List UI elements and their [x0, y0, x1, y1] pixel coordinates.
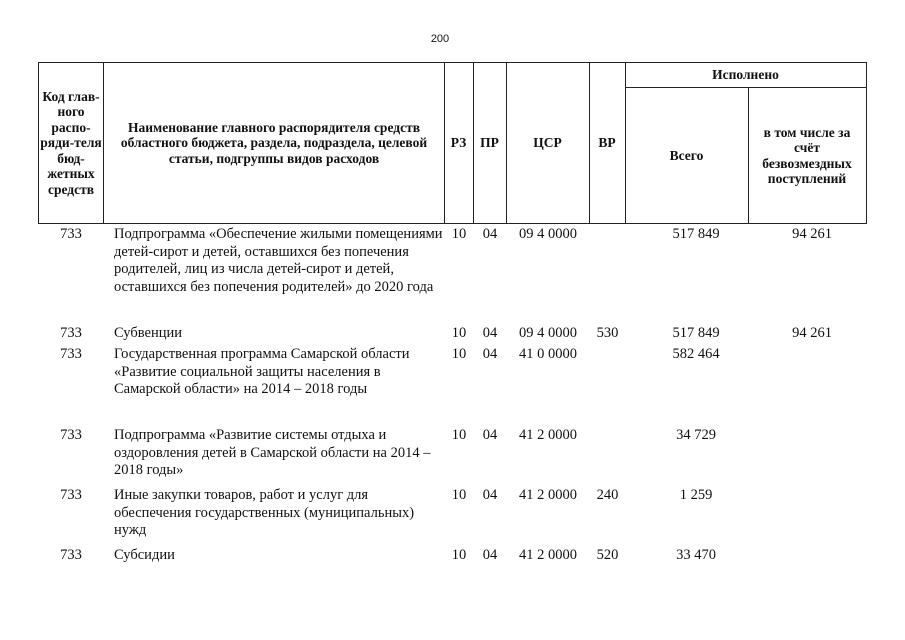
row-rz: 10: [451, 346, 467, 362]
row-name: Подпрограмма «Обеспечение жилыми помещениями детей-сирот и детей, оставшихся без попечения родителей, лиц из числа детей-сирот и детей, оставшихся без попечения родителей» до 2020 года: [114, 226, 443, 295]
row-code: 733: [60, 427, 82, 443]
row-code: 733: [60, 487, 82, 503]
col-border-total: [748, 87, 749, 224]
header-bottom-border: [38, 223, 867, 224]
row-code: 733: [60, 325, 82, 341]
row-csr: 41 2 0000: [519, 487, 577, 503]
row-pr: 04: [482, 346, 498, 362]
row-code: 733: [60, 346, 82, 362]
row-pr: 04: [482, 226, 498, 242]
row-csr: 41 2 0000: [519, 427, 577, 443]
header-rz: РЗ: [450, 135, 467, 151]
header-code: Код глав-ного распо-ряди-теля бюд-жетных средств: [40, 88, 102, 197]
header-executed: Исполнено: [712, 67, 779, 83]
row-name: Подпрограмма «Развитие системы отдыха и оздоровления детей в Самарской области на 2014 – 2018 годы»: [114, 427, 431, 478]
row-total: 34 729: [676, 427, 716, 443]
col-border-left: [38, 62, 39, 224]
row-free: 94 261: [792, 226, 832, 242]
row-vr: 530: [596, 325, 619, 341]
row-rz: 10: [451, 226, 467, 242]
header-free: в том числе за счёт безвозмездных поступлений: [762, 124, 852, 186]
row-total: 582 464: [672, 346, 720, 362]
row-pr: 04: [482, 427, 498, 443]
row-csr: 41 2 0000: [519, 547, 577, 563]
row-csr: 09 4 0000: [519, 226, 577, 242]
page-number: 200: [430, 33, 450, 45]
row-total: 33 470: [676, 547, 716, 563]
row-csr: 41 0 0000: [519, 346, 577, 362]
row-rz: 10: [451, 487, 467, 503]
header-name: Наименование главного распорядителя средств областного бюджета, раздела, подраздела, целевой статьи, подгруппы видов расходов: [120, 119, 428, 166]
row-name: Субвенции: [114, 325, 182, 341]
row-total: 517 849: [672, 226, 720, 242]
col-border-code: [103, 62, 104, 224]
row-total: 1 259: [679, 487, 713, 503]
header-pr: ПР: [480, 135, 499, 151]
row-pr: 04: [482, 325, 498, 341]
header-csr: ЦСР: [533, 135, 562, 151]
row-name: Субсидии: [114, 547, 175, 563]
header-total: Всего: [669, 147, 704, 163]
row-total: 517 849: [672, 325, 720, 341]
row-code: 733: [60, 547, 82, 563]
row-csr: 09 4 0000: [519, 325, 577, 341]
row-vr: 240: [596, 487, 619, 503]
row-rz: 10: [451, 547, 467, 563]
row-code: 733: [60, 226, 82, 242]
header-vr: ВР: [598, 135, 616, 151]
row-rz: 10: [451, 325, 467, 341]
row-free: 94 261: [792, 325, 832, 341]
row-name: Иные закупки товаров, работ и услуг для обеспечения государственных (муниципальных) нужд: [114, 487, 415, 538]
row-name: Государственная программа Самарской области «Развитие социальной защиты населения в Самарской области» на 2014 – 2018 годы: [114, 346, 410, 397]
row-pr: 04: [482, 547, 498, 563]
row-rz: 10: [451, 427, 467, 443]
row-pr: 04: [482, 487, 498, 503]
col-border-right: [866, 62, 867, 224]
row-vr: 520: [596, 547, 619, 563]
